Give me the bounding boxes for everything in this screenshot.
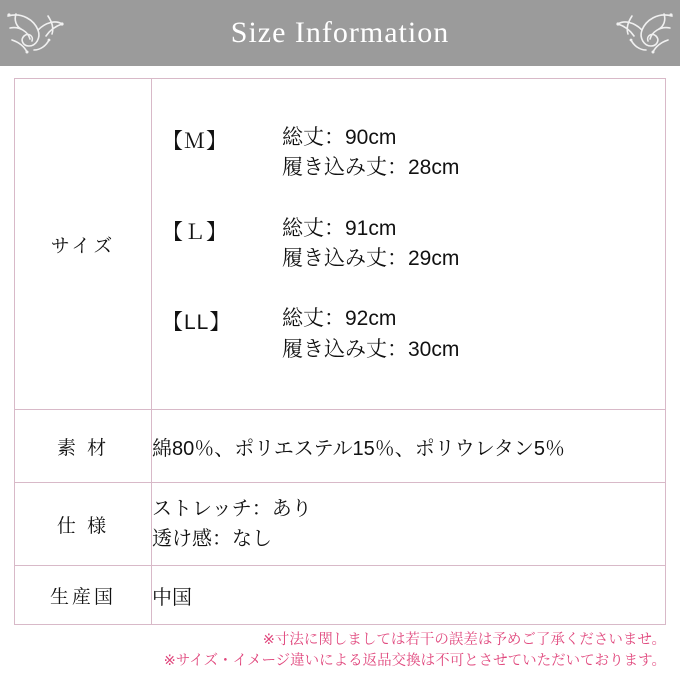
country-text: 中国 (152, 586, 192, 609)
size-line: 総丈：92cm (282, 307, 397, 331)
row-value-size (152, 79, 666, 410)
size-name: 【Ｌ】 (162, 220, 228, 244)
row-label-specification: 仕 様 (15, 483, 152, 566)
note-line: ※サイズ・イメージ違いによる返品交換は不可とさせていただいております。 (163, 652, 666, 669)
size-line: 履き込み丈：30cm (282, 337, 460, 361)
size-measurements (282, 123, 459, 184)
size-group-ll (162, 304, 665, 365)
table-row (15, 79, 666, 410)
size-list (152, 123, 665, 366)
size-line: 総丈：90cm (282, 125, 397, 149)
spec-table (14, 78, 666, 625)
row-label-material: 素 材 (15, 410, 152, 483)
specification-line: 透け感：なし (152, 528, 272, 550)
spec-table-wrapper (14, 78, 666, 625)
page-title: Size Information (230, 16, 450, 49)
row-value-specification (152, 483, 666, 566)
disclaimer-notes (0, 630, 666, 672)
floral-ornament-icon (614, 6, 676, 60)
size-name: 【LL】 (162, 311, 232, 335)
table-row (15, 410, 666, 483)
row-value-country (152, 566, 666, 625)
note-line: ※寸法に関しましては若干の誤差は予めご了承くださいませ。 (262, 631, 666, 648)
size-measurements (282, 304, 459, 365)
size-name: 【Ｍ】 (162, 129, 228, 153)
floral-ornament-icon (4, 6, 66, 60)
size-group-l (162, 214, 665, 275)
specification-line: ストレッチ：あり (152, 498, 312, 520)
material-text: 綿80％、ポリエステル15％、ポリウレタン5％ (152, 437, 566, 460)
size-group-m (162, 123, 665, 184)
table-row (15, 483, 666, 566)
size-line: 履き込み丈：29cm (282, 247, 460, 270)
table-row (15, 566, 666, 625)
header-banner (0, 0, 680, 66)
size-line: 総丈：91cm (282, 216, 397, 240)
size-line: 履き込み丈：28cm (282, 156, 460, 180)
row-value-material (152, 410, 666, 483)
row-label-size: サイズ (15, 79, 152, 410)
size-measurements (282, 214, 459, 275)
specification-lines (152, 494, 665, 554)
row-label-country: 生産国 (15, 566, 152, 625)
